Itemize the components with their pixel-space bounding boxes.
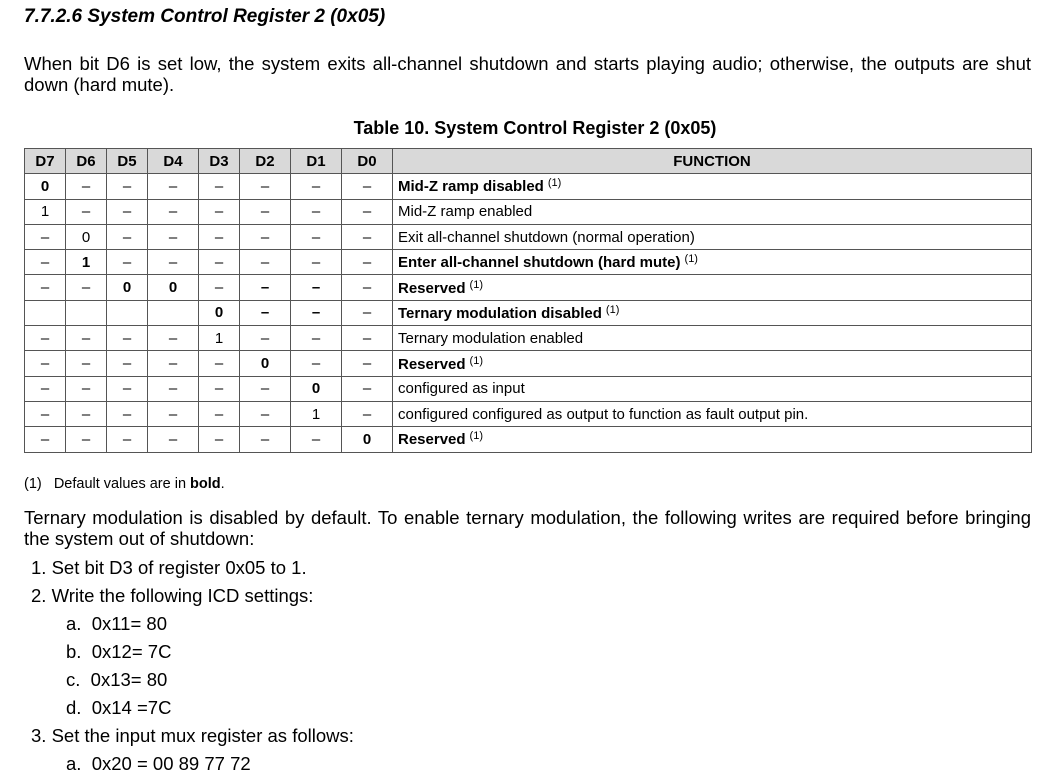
cell-d1: – xyxy=(291,250,342,275)
cell-d7 xyxy=(25,300,66,325)
cell-d2: – xyxy=(240,224,291,249)
step-2a-letter: a. xyxy=(66,613,82,634)
cell-d3: – xyxy=(199,376,240,401)
cell-d2: – xyxy=(240,300,291,325)
cell-d0: – xyxy=(342,275,393,300)
cell-function xyxy=(393,250,1032,275)
cell-d2: 0 xyxy=(240,351,291,376)
function-text: Reserved xyxy=(398,431,466,449)
cell-d4: – xyxy=(148,174,199,199)
step-2d-text: 0x14 =7C xyxy=(91,697,172,718)
cell-d2: – xyxy=(240,250,291,275)
footnote-bold-word: bold xyxy=(190,476,221,492)
step-1-text: Set bit D3 of register 0x05 to 1. xyxy=(51,557,307,578)
cell-d5: – xyxy=(107,250,148,275)
cell-d3: – xyxy=(199,250,240,275)
function-text: Enter all-channel shutdown (hard mute) xyxy=(398,254,681,272)
step-2d xyxy=(66,697,171,719)
table-row xyxy=(25,275,1032,300)
step-2a-text: 0x11= 80 xyxy=(91,613,167,634)
cell-d7: – xyxy=(25,224,66,249)
cell-d5: – xyxy=(107,376,148,401)
cell-d5: – xyxy=(107,224,148,249)
cell-d7: 1 xyxy=(25,199,66,224)
cell-function xyxy=(393,275,1032,300)
cell-function xyxy=(393,174,1032,199)
cell-d6: – xyxy=(66,275,107,300)
cell-d5: – xyxy=(107,351,148,376)
step-2c-letter: c. xyxy=(66,669,81,690)
cell-function xyxy=(393,401,1032,426)
step-2b-letter: b. xyxy=(66,641,82,662)
function-text: Reserved xyxy=(398,279,466,297)
cell-d3: – xyxy=(199,401,240,426)
cell-d3: – xyxy=(199,199,240,224)
table-body xyxy=(25,174,1032,452)
cell-d4: – xyxy=(148,250,199,275)
cell-d0: – xyxy=(342,199,393,224)
table-row xyxy=(25,326,1032,351)
header-d6: D6 xyxy=(66,149,107,174)
cell-d6: – xyxy=(66,326,107,351)
cell-d5 xyxy=(107,300,148,325)
footnote-end: . xyxy=(220,476,225,492)
cell-d6: – xyxy=(66,351,107,376)
cell-d4: – xyxy=(148,376,199,401)
step-3a-letter: a. xyxy=(66,753,82,774)
cell-d7: – xyxy=(25,250,66,275)
table-row xyxy=(25,376,1032,401)
cell-d2: – xyxy=(240,376,291,401)
step-3a xyxy=(66,753,251,775)
cell-d6: 1 xyxy=(66,250,107,275)
cell-d1: – xyxy=(291,224,342,249)
step-2-text: Write the following ICD settings: xyxy=(51,585,314,606)
header-d1: D1 xyxy=(291,149,342,174)
function-text: configured configured as output to function as fault output pin. xyxy=(398,405,809,423)
cell-d1: – xyxy=(291,427,342,452)
cell-d2: – xyxy=(240,326,291,351)
cell-d6: 0 xyxy=(66,224,107,249)
cell-d6 xyxy=(66,300,107,325)
cell-d4: – xyxy=(148,224,199,249)
header-function: FUNCTION xyxy=(393,149,1032,174)
footnote-reference: (1) xyxy=(605,303,620,316)
cell-d2: – xyxy=(240,275,291,300)
cell-d0: – xyxy=(342,174,393,199)
step-3-number: 3. xyxy=(31,725,47,746)
function-text: Mid-Z ramp disabled xyxy=(398,178,544,196)
step-1 xyxy=(31,557,307,579)
cell-d6: – xyxy=(66,376,107,401)
header-d5: D5 xyxy=(107,149,148,174)
step-2a xyxy=(66,613,167,635)
cell-d3: – xyxy=(199,427,240,452)
cell-d5: 0 xyxy=(107,275,148,300)
cell-d4: – xyxy=(148,326,199,351)
cell-d0: – xyxy=(342,351,393,376)
cell-d0: – xyxy=(342,224,393,249)
cell-d7: – xyxy=(25,401,66,426)
step-2c xyxy=(66,669,167,691)
footnote-reference: (1) xyxy=(469,278,483,291)
cell-d7: – xyxy=(25,326,66,351)
cell-d5: – xyxy=(107,199,148,224)
function-text: Reserved xyxy=(398,355,466,373)
step-2b-text: 0x12= 7C xyxy=(91,641,172,662)
cell-function xyxy=(393,427,1032,452)
footnote-reference: (1) xyxy=(684,253,698,266)
step-3a-text: 0x20 = 00 89 77 72 xyxy=(91,753,251,774)
cell-d1: – xyxy=(291,199,342,224)
table-row xyxy=(25,351,1032,376)
table-row xyxy=(25,250,1032,275)
cell-d1: – xyxy=(291,300,342,325)
cell-function xyxy=(393,300,1032,325)
function-text: Ternary modulation disabled xyxy=(398,304,602,322)
function-text: Ternary modulation enabled xyxy=(398,329,584,347)
footnote-reference: (1) xyxy=(469,354,483,367)
cell-d0: – xyxy=(342,326,393,351)
cell-function xyxy=(393,326,1032,351)
cell-d0: – xyxy=(342,250,393,275)
step-3 xyxy=(31,725,354,747)
cell-d5: – xyxy=(107,427,148,452)
cell-d3: 1 xyxy=(199,326,240,351)
cell-d5: – xyxy=(107,326,148,351)
step-2b xyxy=(66,641,171,663)
footnote-reference: (1) xyxy=(547,177,562,190)
header-d7: D7 xyxy=(25,149,66,174)
section-title: 7.7.2.6 System Control Register 2 (0x05) xyxy=(24,6,386,27)
table-row xyxy=(25,199,1032,224)
footnote xyxy=(24,476,225,492)
function-text: Exit all-channel shutdown (normal operation) xyxy=(398,228,695,246)
cell-d3: – xyxy=(199,174,240,199)
cell-d7: 0 xyxy=(25,174,66,199)
cell-d1: 0 xyxy=(291,376,342,401)
cell-d2: – xyxy=(240,427,291,452)
cell-d7: – xyxy=(25,351,66,376)
ternary-paragraph: Ternary modulation is disabled by default. To enable ternary modulation, the following writes are required before bringing the system out of shutdown: xyxy=(24,507,1031,549)
table-row xyxy=(25,300,1032,325)
cell-d5: – xyxy=(107,174,148,199)
cell-d3: – xyxy=(199,351,240,376)
cell-d6: – xyxy=(66,427,107,452)
header-d0: D0 xyxy=(342,149,393,174)
cell-d7: – xyxy=(25,275,66,300)
table-row xyxy=(25,224,1032,249)
cell-d1: – xyxy=(291,275,342,300)
cell-d6: – xyxy=(66,174,107,199)
cell-d3: – xyxy=(199,224,240,249)
cell-d4: – xyxy=(148,427,199,452)
cell-d4: – xyxy=(148,199,199,224)
step-2-number: 2. xyxy=(31,585,47,606)
cell-d4: 0 xyxy=(148,275,199,300)
header-d4: D4 xyxy=(148,149,199,174)
cell-d0: – xyxy=(342,376,393,401)
cell-d5: – xyxy=(107,401,148,426)
footnote-reference: (1) xyxy=(469,430,483,443)
table-row xyxy=(25,401,1032,426)
intro-paragraph: When bit D6 is set low, the system exits all-channel shutdown and starts playing audio; otherwise, the outputs are shut down (hard mute). xyxy=(24,53,1031,95)
step-2c-text: 0x13= 80 xyxy=(90,669,168,690)
step-2d-letter: d. xyxy=(66,697,82,718)
table-row xyxy=(25,174,1032,199)
cell-d0: – xyxy=(342,401,393,426)
cell-d1: – xyxy=(291,351,342,376)
cell-d3: 0 xyxy=(199,300,240,325)
cell-d2: – xyxy=(240,174,291,199)
step-2 xyxy=(31,585,313,607)
cell-function xyxy=(393,199,1032,224)
cell-d1: 1 xyxy=(291,401,342,426)
cell-d3: – xyxy=(199,275,240,300)
cell-d4: – xyxy=(148,351,199,376)
register-table xyxy=(24,148,1032,453)
table-caption: Table 10. System Control Register 2 (0x05) xyxy=(353,118,717,138)
header-d2: D2 xyxy=(240,149,291,174)
function-text: Mid-Z ramp enabled xyxy=(398,203,533,221)
cell-d7: – xyxy=(25,427,66,452)
cell-d4 xyxy=(148,300,199,325)
cell-d4: – xyxy=(148,401,199,426)
table-row xyxy=(25,427,1032,452)
footnote-text: Default values are in xyxy=(53,476,191,492)
cell-d2: – xyxy=(240,401,291,426)
cell-d1: – xyxy=(291,326,342,351)
footnote-marker: (1) xyxy=(24,476,42,492)
cell-d1: – xyxy=(291,174,342,199)
cell-d7: – xyxy=(25,376,66,401)
cell-d0: 0 xyxy=(342,427,393,452)
header-d3: D3 xyxy=(199,149,240,174)
cell-function xyxy=(393,224,1032,249)
function-text: configured as input xyxy=(398,380,525,398)
cell-d6: – xyxy=(66,199,107,224)
cell-function xyxy=(393,376,1032,401)
cell-d6: – xyxy=(66,401,107,426)
table-header-row xyxy=(25,149,1032,174)
step-1-number: 1. xyxy=(31,557,47,578)
cell-d2: – xyxy=(240,199,291,224)
cell-function xyxy=(393,351,1032,376)
step-3-text: Set the input mux register as follows: xyxy=(51,725,354,746)
cell-d0: – xyxy=(342,300,393,325)
